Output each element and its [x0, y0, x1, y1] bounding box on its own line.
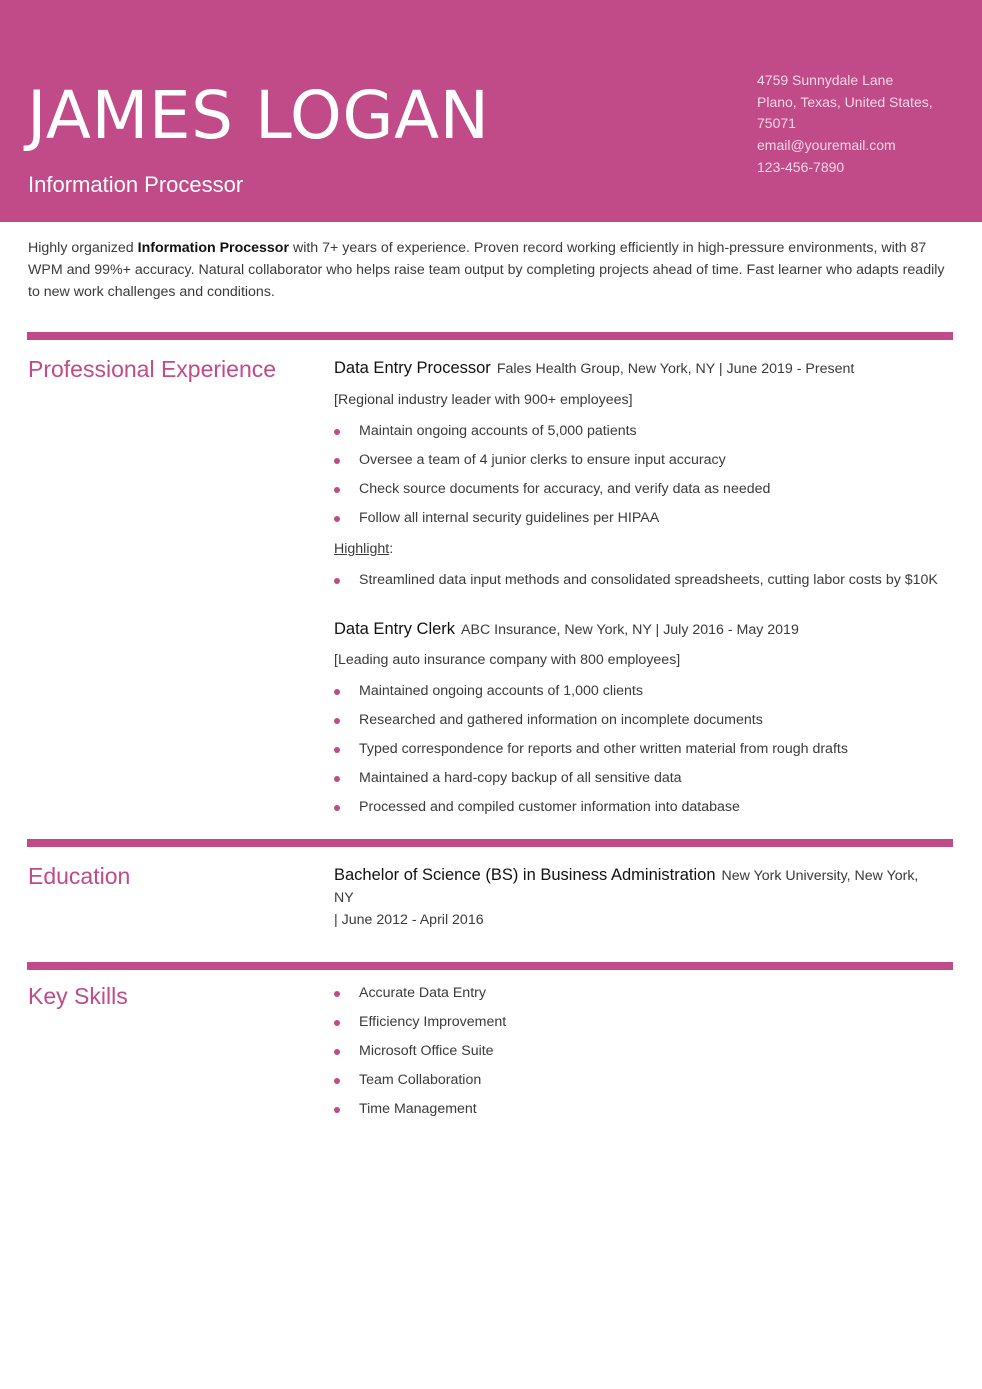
- list-item: [334, 449, 954, 471]
- list-item-text: Follow all internal security guidelines per HIPAA: [359, 510, 660, 526]
- skill-item: [334, 1040, 954, 1062]
- skill-item: [334, 1069, 954, 1091]
- contact-address-line2: Plano, Texas, United States,: [757, 93, 933, 110]
- list-item-text: Oversee a team of 4 junior clerks to ensure input accuracy: [359, 452, 726, 468]
- bullet-dot-icon: [334, 1107, 340, 1113]
- summary-paragraph: [28, 237, 954, 303]
- list-item-text: Check source documents for accuracy, and verify data as needed: [359, 481, 771, 497]
- candidate-name: JAMES LOGAN: [27, 77, 490, 154]
- skill-item-text: Time Management: [359, 1101, 477, 1117]
- highlight-label-text: Highlight: [334, 541, 390, 557]
- skill-item-text: Efficiency Improvement: [359, 1014, 507, 1030]
- skill-item: [334, 1098, 954, 1120]
- list-item: [334, 738, 954, 760]
- job-bullets: [334, 420, 954, 529]
- bullet-dot-icon: [334, 487, 340, 493]
- list-item: [334, 680, 954, 702]
- bullet-dot-icon: [334, 1020, 340, 1026]
- education-dates: | June 2012 - April 2016: [334, 912, 484, 928]
- skill-item: [334, 982, 954, 1004]
- job-meta: ABC Insurance, New York, NY | July 2016 - May 2019: [461, 622, 799, 638]
- bullet-dot-icon: [334, 805, 340, 811]
- job-bullets: [334, 680, 954, 818]
- section-title-education: Education: [28, 863, 131, 889]
- list-item-text: Maintain ongoing accounts of 5,000 patients: [359, 423, 637, 439]
- job-header: [334, 357, 954, 380]
- job-description: [Leading auto insurance company with 800 employees]: [334, 652, 681, 668]
- bullet-dot-icon: [334, 1078, 340, 1084]
- highlight-label: [334, 538, 954, 560]
- bullet-dot-icon: [334, 429, 340, 435]
- section-divider-education: [27, 839, 953, 847]
- list-item: [334, 569, 954, 591]
- skill-item-text: Accurate Data Entry: [359, 985, 486, 1001]
- list-item-text: Streamlined data input methods and consolidated spreadsheets, cutting labor costs by $10K: [359, 572, 938, 588]
- contact-phone: 123-456-7890: [757, 158, 845, 175]
- summary-bold: Information Processor: [137, 240, 289, 256]
- education-column: [334, 864, 954, 931]
- skills-list: [334, 982, 954, 1120]
- contact-block: [757, 70, 957, 179]
- education-school: New York University, New York, NY: [334, 868, 919, 906]
- list-item-text: Typed correspondence for reports and other written material from rough drafts: [359, 741, 848, 757]
- job-role: Data Entry Processor: [334, 359, 491, 377]
- list-item-text: Processed and compiled customer information into database: [359, 799, 740, 815]
- contact-address-line1: 4759 Sunnydale Lane: [757, 72, 894, 88]
- skill-item-text: Microsoft Office Suite: [359, 1043, 494, 1059]
- list-item: [334, 796, 954, 818]
- skills-column: [334, 982, 954, 1120]
- job-description: [Regional industry leader with 900+ employees]: [334, 392, 633, 408]
- list-item-text: Researched and gathered information on incomplete documents: [359, 712, 763, 728]
- list-item: [334, 507, 954, 529]
- section-divider-experience: [27, 332, 953, 340]
- job-role: Data Entry Clerk: [334, 620, 456, 638]
- highlight-bullets: [334, 569, 954, 591]
- list-item: [334, 767, 954, 789]
- education-degree: Bachelor of Science (BS) in Business Administration: [334, 866, 716, 884]
- experience-column: [334, 357, 954, 818]
- bullet-dot-icon: [334, 578, 340, 584]
- education-entry: [334, 864, 934, 931]
- job-meta: Fales Health Group, New York, NY | June 2019 - Present: [496, 361, 855, 377]
- bullet-dot-icon: [334, 516, 340, 522]
- skill-item-text: Team Collaboration: [359, 1072, 482, 1088]
- highlight-label-suffix: :: [389, 541, 394, 557]
- resume-header: [0, 0, 982, 222]
- list-item: [334, 478, 954, 500]
- section-divider-skills: [27, 962, 953, 970]
- contact-email[interactable]: email@youremail.com: [757, 137, 896, 154]
- bullet-dot-icon: [334, 689, 340, 695]
- section-title-skills: Key Skills: [28, 983, 128, 1009]
- summary-prefix: Highly organized: [28, 240, 138, 256]
- bullet-dot-icon: [334, 1049, 340, 1055]
- skill-item: [334, 1011, 954, 1033]
- bullet-dot-icon: [334, 776, 340, 782]
- candidate-title: Information Processor: [28, 172, 244, 197]
- job-header: [334, 618, 954, 641]
- bullet-dot-icon: [334, 991, 340, 997]
- section-title-experience: Professional Experience: [28, 356, 277, 382]
- bullet-dot-icon: [334, 718, 340, 724]
- summary-rest: with 7+ years of experience. Proven record working efficiently in high-pressure environments, with 87 WPM and 99%+ accuracy. Natural collaborator who helps raise team output by completing projects ahead of time. Fast learner who adapts readily to new work challenges and conditions.: [28, 240, 945, 300]
- contact-address-line3: 75071: [757, 115, 796, 132]
- list-item-text: Maintained ongoing accounts of 1,000 clients: [359, 683, 643, 699]
- bullet-dot-icon: [334, 458, 340, 464]
- list-item: [334, 420, 954, 442]
- bullet-dot-icon: [334, 747, 340, 753]
- list-item-text: Maintained a hard-copy backup of all sensitive data: [359, 770, 682, 786]
- list-item: [334, 709, 954, 731]
